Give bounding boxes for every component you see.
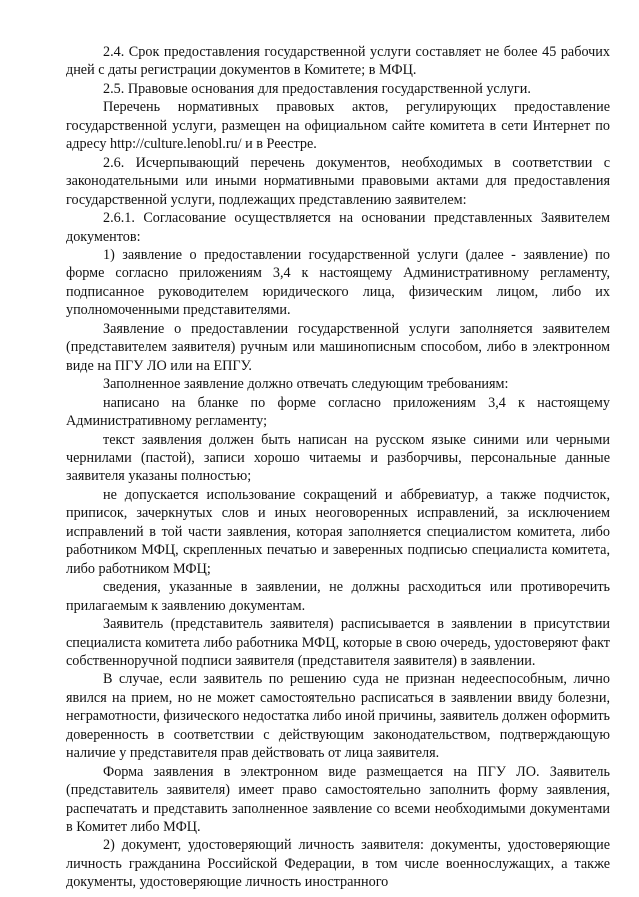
paragraph-power-of-attorney: В случае, если заявитель по решению суда не признан недееспособным, лично явился на прием, но не может самостоятельно расписаться в заявлении ввиду болезни, неграмотности, физического недостатка либо иной причины, заявитель должен оформить доверенность в соответствии с действующим законодательством, подтверждающую наличие у представителя прав действовать от лица заявителя. bbox=[66, 671, 610, 762]
paragraph-legal-acts: Перечень нормативных правовых актов, регулирующих предоставление государственной услуги, размещен на официальном сайте комитета в сети Интернет по адресу http://culture.lenobl.ru/ и в Реестре. bbox=[66, 99, 610, 153]
paragraph-2-4: 2.4. Срок предоставления государственной услуги составляет не более 45 рабочих дней с даты регистрации документов в Комитете; в МФЦ. bbox=[66, 44, 610, 79]
paragraph-requirements: Заполненное заявление должно отвечать следующим требованиям: bbox=[103, 376, 509, 393]
document-body bbox=[66, 43, 610, 892]
paragraph-filling-method: Заявление о предоставлении государственной услуги заполняется заявителем (представителем заявителя) ручным или машинописным способом, либо в электронном виде на ПГУ ЛО или на ЕПГУ. bbox=[66, 320, 610, 374]
paragraph-item-2: 2) документ, удостоверяющий личность заявителя: документы, удостоверяющие личность гражданина Российской Федерации, в том числе военнослужащих, а также документы, удостоверяющие личность иностранного bbox=[66, 837, 610, 891]
paragraph-electronic-form: Форма заявления в электронном виде размещается на ПГУ ЛО. Заявитель (представитель заявителя) имеет право самостоятельно заполнить форму заявления, распечатать и представить заполненное заявление со всеми необходимыми документами в Комитет либо МФЦ. bbox=[66, 763, 610, 836]
paragraph-requirement-corrections: не допускается использование сокращений и аббревиатур, а также подчисток, приписок, зачеркнутых слов и иных неоговоренных исправлений, за исключением исправлений в той части заявления, которая заполняется специалистом комитета, либо работником МФЦ, скрепленных печатью и заверенных подписью специалиста комитета, либо работником МФЦ; bbox=[66, 486, 610, 577]
paragraph-2-6-1: 2.6.1. Согласование осуществляется на основании представленных Заявителем документов: bbox=[66, 210, 610, 245]
paragraph-item-1: 1) заявление о предоставлении государственной услуги (далее - заявление) по форме согласно приложениям 3,4 к настоящему Административному регламенту, подписанное руководителем юридического лица, физическим лицом, либо их уполномоченными представителями. bbox=[66, 246, 610, 319]
paragraph-requirement-language: текст заявления должен быть написан на русском языке синими или черными чернилами (пастой), записи хорошо читаемы и разборчивы, персональные данные заявителя указаны полностью; bbox=[66, 431, 610, 485]
paragraph-requirement-consistency: сведения, указанные в заявлении, не должны расходиться или противоречить прилагаемым к заявлению документам. bbox=[66, 579, 610, 614]
paragraph-2-6: 2.6. Исчерпывающий перечень документов, необходимых в соответствии с законодательными или иными нормативными правовыми актами для предоставления государственной услуги, подлежащих представлению заявителем: bbox=[66, 154, 610, 208]
paragraph-signature: Заявитель (представитель заявителя) расписывается в заявлении в присутствии специалиста комитета либо работника МФЦ, которые в свою очередь, удостоверяют факт собственноручной подписи заявителя (представителя заявителя) в заявлении. bbox=[66, 616, 610, 669]
paragraph-2-5: 2.5. Правовые основания для предоставления государственной услуги. bbox=[103, 80, 531, 97]
paragraph-requirement-form: написано на бланке по форме согласно приложениям 3,4 к настоящему Административному регламенту; bbox=[66, 394, 610, 430]
